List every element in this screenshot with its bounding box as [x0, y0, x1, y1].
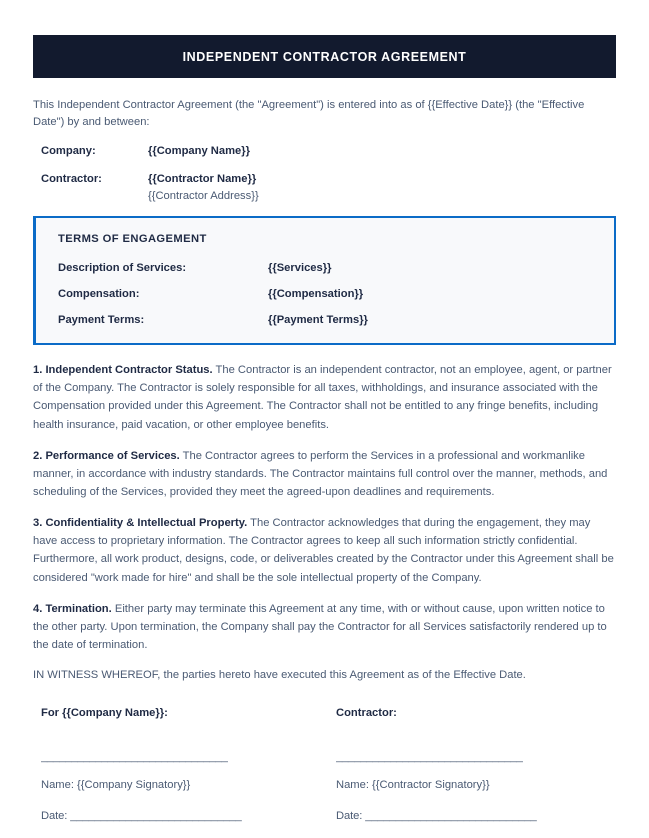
clause-3 [33, 514, 616, 587]
terms-row-services [58, 262, 594, 274]
party-label: Company: [41, 144, 96, 157]
party-label: Contractor: [41, 172, 102, 185]
intro-paragraph: This Independent Contractor Agreement (the "Agreement") is entered into as of {{Effective Date}} (the "Effective Date") by and between: [33, 99, 585, 129]
clause-list [33, 361, 616, 654]
signature-section [33, 707, 616, 822]
party-value: {{Company Name}} [148, 144, 250, 157]
signature-block-company [33, 707, 328, 822]
party-list [33, 143, 616, 205]
terms-label: Payment Terms: [58, 314, 145, 327]
clause-title: 1. Independent Contractor Status. [33, 364, 213, 377]
clause-title: 2. Performance of Services. [33, 449, 180, 462]
party-value-group [148, 143, 250, 160]
party-row-contractor [33, 171, 616, 206]
signature-heading: For {{Company Name}}: [41, 707, 168, 719]
clause-title: 3. Confidentiality & Intellectual Property. [33, 517, 248, 530]
terms-label: Compensation: [58, 288, 140, 301]
clause-body: The Contractor agrees to perform the Services in a professional and workmanlike manner, in accordance with industry standards. The Contractor maintains full control over the manner, methods, and scheduling of the Services, provided they meet the agreed-upon deadlines and requirements. [33, 449, 608, 498]
clause-body: Either party may terminate this Agreement at any time, with or without cause, upon written notice to the other party. Upon termination, the Company shall pay the Contractor for all Services satisfactorily rendered up to the date of termination. [33, 602, 607, 651]
signature-line: _______________________________ [336, 752, 523, 763]
document-title-bar [33, 35, 616, 78]
terms-row-compensation [58, 288, 594, 300]
clause-2 [33, 447, 616, 501]
terms-value: {{Payment Terms}} [268, 314, 368, 327]
clause-4 [33, 600, 616, 654]
terms-value: {{Services}} [268, 262, 332, 275]
party-address: {{Contractor Address}} [148, 190, 259, 203]
document-title: INDEPENDENT CONTRACTOR AGREEMENT [182, 49, 467, 64]
party-row-company [33, 143, 616, 160]
witness-statement: IN WITNESS WHEREOF, the parties hereto have executed this Agreement as of the Effective Date. [33, 669, 526, 682]
terms-row-payment [58, 314, 594, 326]
terms-of-engagement-box [33, 216, 616, 345]
signature-date-line: Date: ____________________________ [41, 810, 242, 823]
clause-1 [33, 361, 616, 434]
clause-title: 4. Termination. [33, 602, 112, 615]
clause-body: The Contractor is an independent contractor, not an employee, agent, or partner of the Company. The Contractor is solely responsible for all taxes, withholdings, and insurance associated with the Compensation provided under this Agreement. The Contractor shall not be entitled to any fringe benefits, including health insurance, paid vacation, or other employee benefits. [33, 364, 612, 431]
signature-date-line: Date: ____________________________ [336, 810, 537, 823]
clause-body: The Contractor acknowledges that during the engagement, they may have access to proprietary information. The Contractor agrees to keep all such information strictly confidential. Furthermore, all work product, designs, code, or deliverables created by the Contractor under this Agreement shall be considered "work made for hire" and shall be the sole intellectual property of the Company. [33, 517, 614, 584]
party-value: {{Contractor Name}} [148, 172, 257, 185]
signature-block-contractor [328, 707, 623, 822]
party-value-group [148, 171, 259, 206]
signatory-name: Name: {{Company Signatory}} [41, 779, 191, 792]
terms-value: {{Compensation}} [268, 288, 364, 301]
signature-line: _______________________________ [41, 752, 228, 763]
signatory-name: Name: {{Contractor Signatory}} [336, 779, 490, 792]
signature-heading: Contractor: [336, 707, 397, 719]
terms-label: Description of Services: [58, 262, 187, 275]
terms-heading: TERMS OF ENGAGEMENT [58, 233, 207, 246]
